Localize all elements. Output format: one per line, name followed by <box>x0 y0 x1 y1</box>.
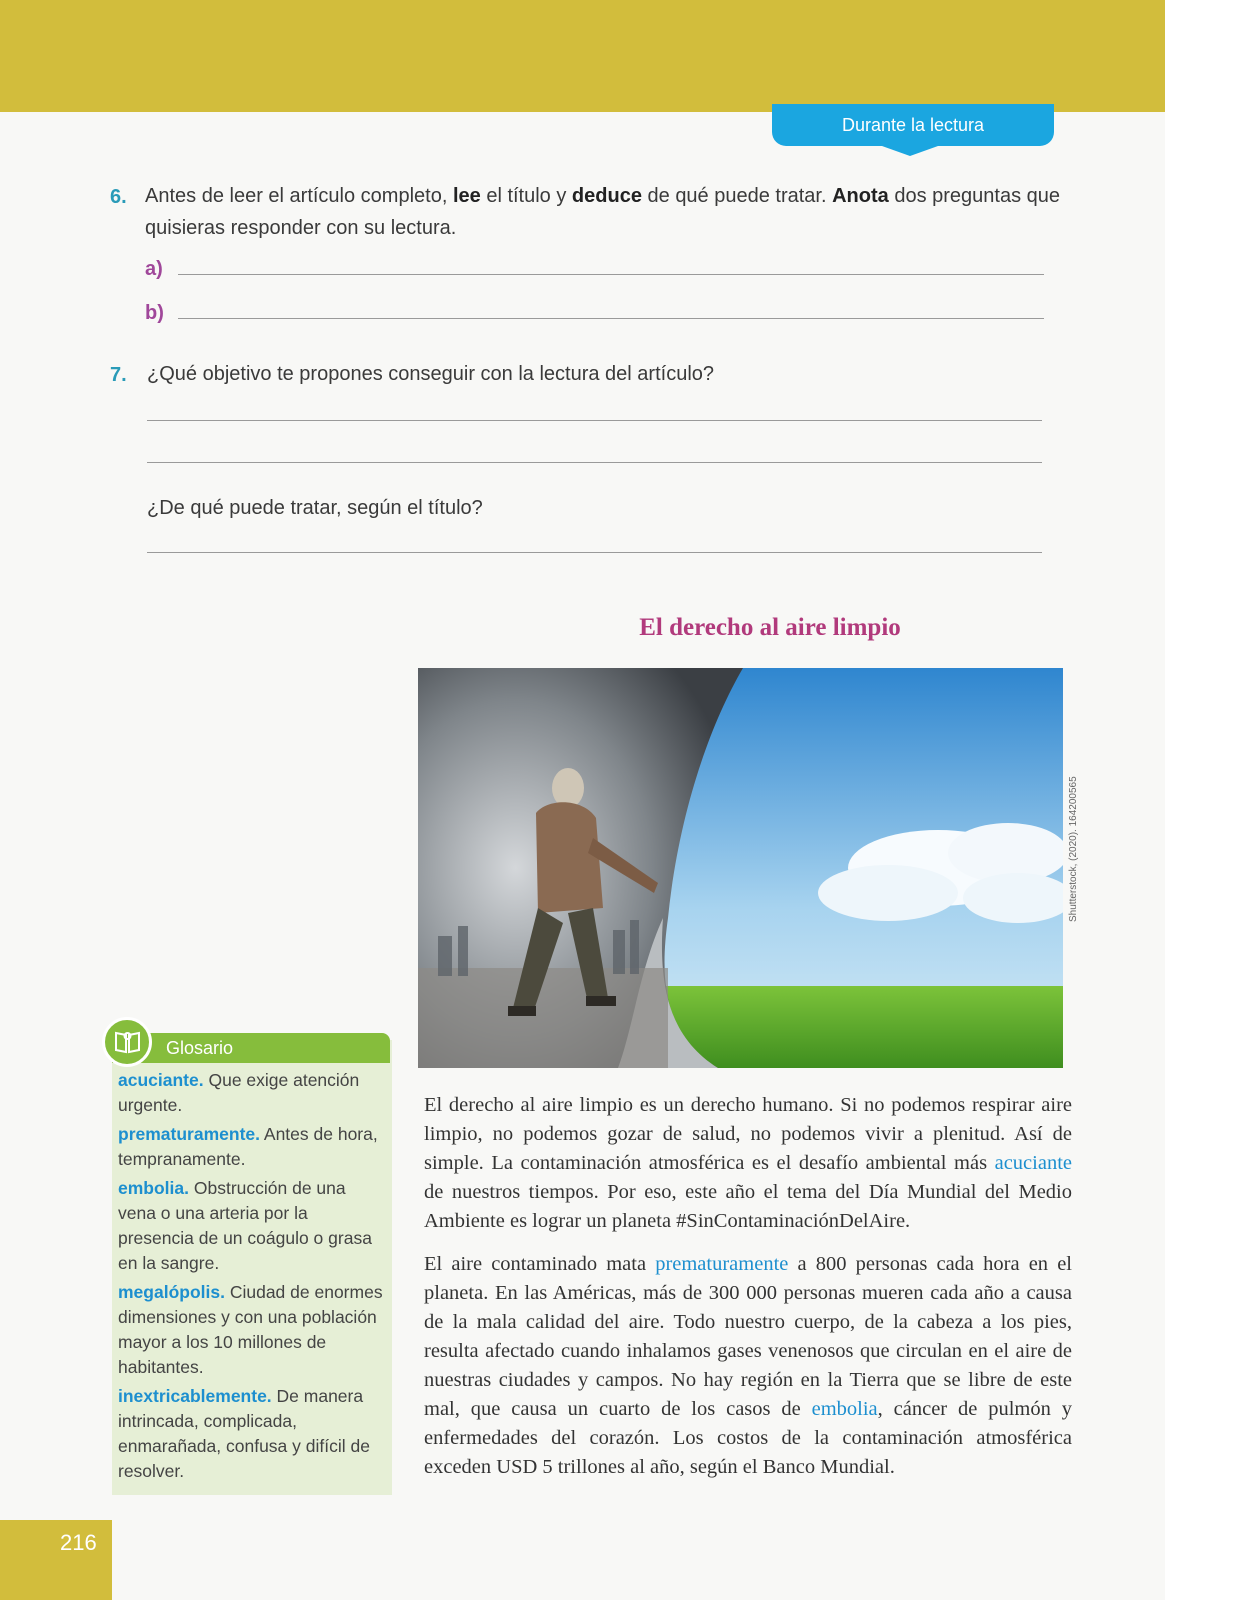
page-number: 216 <box>60 1530 97 1555</box>
glossary-term: acuciante. <box>118 1070 204 1090</box>
question-7-number: 7. <box>110 364 127 386</box>
paragraph-text: de nuestros tiempos. Por eso, este año el tema del Día Mundial del Medio Ambiente es lograr un planeta #SinContaminaciónDelAire. <box>424 1181 1072 1232</box>
article-body <box>424 1091 1072 1496</box>
answer-b-line[interactable] <box>178 318 1044 319</box>
q7-sub-answer-line[interactable] <box>147 552 1042 553</box>
glossary-link-embolia[interactable]: embolia <box>811 1398 878 1420</box>
glossary-entry <box>118 1176 386 1276</box>
glossary-entry <box>118 1280 386 1380</box>
glossary-title: Glosario <box>166 1038 234 1058</box>
glossary-term: prematuramente. <box>118 1124 260 1144</box>
article-photo-illustration <box>418 668 1063 1068</box>
glossary-link-prematuramente[interactable]: prematuramente <box>655 1253 789 1275</box>
glossary-definition: Obstrucción de una vena o una arteria por la presencia de un coágulo o grasa en la sangre. <box>118 1178 372 1273</box>
glossary-term: inextricablemente. <box>118 1386 272 1406</box>
q6-text-part: el título y <box>480 185 572 207</box>
glossary-entries <box>118 1068 386 1488</box>
glossary-header <box>112 1033 390 1063</box>
glossary-entry <box>118 1122 386 1172</box>
q7-answer-line-2[interactable] <box>147 462 1042 463</box>
q7-sub-question: ¿De qué puede tratar, según el título? <box>147 497 483 519</box>
top-color-band <box>0 0 1175 112</box>
paragraph-text: , cáncer de pulmón y enfermedades del corazón. Los costos de la contaminación atmosférica exceden USD 5 trillones al año, según el Banco Mundial. <box>424 1398 1072 1478</box>
answer-b-label: b) <box>145 302 164 324</box>
glossary-link-acuciante[interactable]: acuciante <box>994 1152 1072 1174</box>
glossary-term: embolia. <box>118 1178 189 1198</box>
glossary-definition: Antes de hora, tempranamente. <box>118 1124 378 1169</box>
q6-text-part: Antes de leer el artículo completo, <box>145 185 453 207</box>
glossary-entry <box>118 1384 386 1484</box>
q7-answer-line-1[interactable] <box>147 420 1042 421</box>
question-6-number: 6. <box>110 186 127 208</box>
paragraph-text: El aire contaminado mata <box>424 1253 656 1275</box>
book-icon <box>102 1017 152 1067</box>
question-6-text <box>145 180 1065 244</box>
q6-text-part: dos preguntas que quisieras responder con su lectura. <box>145 185 1061 239</box>
page-edge <box>1165 0 1236 1600</box>
answer-a-label: a) <box>145 258 163 280</box>
glossary-definition: De manera intrincada, complicada, enmarañada, confusa y difícil de resolver. <box>118 1386 370 1481</box>
section-tab-label: Durante la lectura <box>841 115 985 135</box>
q6-keyword-lee: lee <box>452 185 481 207</box>
article-paragraph <box>424 1250 1072 1482</box>
article-photo <box>418 668 1063 1068</box>
paragraph-text: El derecho al aire limpio es un derecho humano. Si no podemos respirar aire limpio, no podemos gozar de salud, no podemos vivir a plenitud. Así de simple. La contaminación atmosférica es el desafío ambiental más <box>424 1094 1072 1174</box>
q6-keyword-anota: Anota <box>832 185 889 207</box>
glossary-entry <box>118 1068 386 1118</box>
article-title: El derecho al aire limpio <box>639 614 901 641</box>
article-paragraph <box>424 1091 1072 1236</box>
glossary-definition: Ciudad de enormes dimensiones y con una población mayor a los 10 millones de habitantes. <box>118 1282 383 1377</box>
glossary-definition: Que exige atención urgente. <box>118 1070 360 1115</box>
paragraph-text: a 800 personas cada hora en el planeta. En las Américas, más de 300 000 personas mueren cada año a causa de la mala calidad del aire. Todo nuestro cuerpo, de la cabeza a los pies, resulta afectado cuando inhalamos gases venenosos que circulan en el aire de nuestras ciudades y campos. No hay región en la Tierra que se libre de este mal, que causa un cuarto de los casos de <box>424 1253 1072 1420</box>
glossary-term: megalópolis. <box>118 1282 225 1302</box>
section-tab <box>772 104 1054 146</box>
q6-keyword-deduce: deduce <box>571 185 642 207</box>
question-7-text: ¿Qué objetivo te propones conseguir con la lectura del artículo? <box>147 363 715 385</box>
q6-text-part: de qué puede tratar. <box>641 185 833 207</box>
answer-a-line[interactable] <box>178 274 1044 275</box>
image-credit: Shutterstock, (2020). 164200565 <box>1068 776 1079 922</box>
